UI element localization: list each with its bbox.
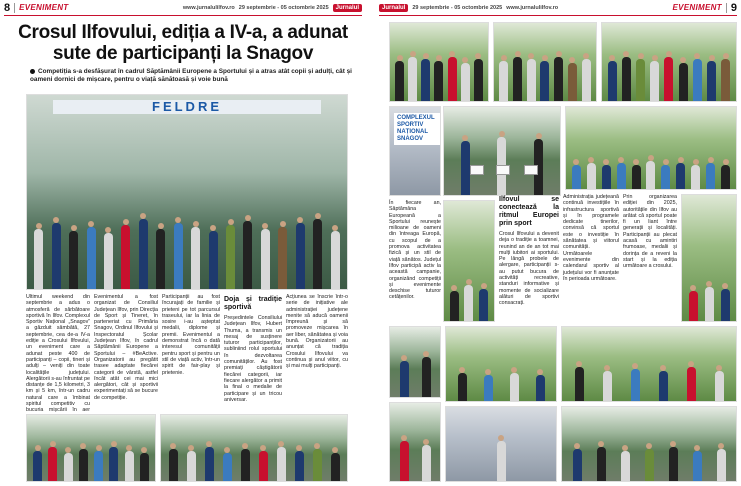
- person-figure: [573, 449, 582, 481]
- person-figure: [621, 451, 630, 481]
- person-figure: [575, 367, 584, 401]
- right-article-column-c: [563, 194, 619, 322]
- person-figure: [721, 165, 730, 189]
- person-figure: [69, 231, 78, 289]
- person-figure: [295, 451, 304, 481]
- person-figure: [691, 165, 700, 189]
- person-figure: [125, 451, 134, 481]
- right-page-header: [379, 0, 737, 16]
- person-figure: [721, 289, 730, 321]
- header-divider: [726, 3, 727, 13]
- person-figure: [536, 375, 545, 401]
- person-figure: [400, 361, 409, 397]
- photo-awards-ceremony: [443, 106, 561, 196]
- person-figure: [631, 369, 640, 401]
- photo-speaker: [445, 406, 557, 482]
- person-figure: [693, 451, 702, 481]
- person-figure: [331, 231, 340, 289]
- person-figure: [261, 229, 270, 289]
- person-figure: [313, 219, 322, 289]
- person-figure: [474, 59, 483, 101]
- person-figure: [461, 141, 470, 195]
- photo-group-1: [389, 22, 489, 102]
- column-a-text: În fiecare an, Săptămâna Europeană a Sportului reunește milioane de oameni din întreaga Europă, cu scopul de a promova activitatea fizică și un stil de viață sănătos. Județul Ilfov participă activ la această campanie, organizând competiții și evenimente deschise tuturor cetățenilor.: [389, 200, 441, 301]
- photo-snagov-sign: [389, 106, 441, 196]
- person-figure: [139, 219, 148, 289]
- person-figure: [527, 59, 536, 101]
- photo-winners-right: [681, 194, 737, 322]
- right-article-column-b: [499, 194, 559, 322]
- person-figure: [597, 447, 606, 481]
- person-figure: [87, 227, 96, 289]
- person-figure: [632, 165, 641, 189]
- person-figure: [191, 227, 200, 289]
- person-figure: [603, 371, 612, 401]
- right-page: [375, 0, 741, 486]
- person-figure: [408, 57, 417, 101]
- person-figure: [661, 165, 670, 189]
- person-figure: [205, 447, 214, 481]
- headline-line-1: Crosul Ilfovului, ediția a IV-a, a adunat: [18, 22, 348, 43]
- person-figure: [243, 221, 252, 289]
- person-figure: [223, 453, 232, 481]
- person-figure: [277, 447, 286, 481]
- person-figure: [659, 371, 668, 401]
- person-figure: [121, 225, 130, 289]
- person-figure: [689, 291, 698, 321]
- person-figure: [461, 63, 470, 101]
- publication-logo: Jurnalul: [333, 4, 362, 12]
- person-figure: [669, 447, 678, 481]
- photo-runners-2: [160, 414, 348, 482]
- site-url[interactable]: www.jurnalulilfov.ro: [506, 4, 559, 11]
- person-figure: [646, 161, 655, 189]
- section-label: EVENIMENT: [672, 3, 722, 12]
- diploma-icon: [496, 165, 510, 175]
- lead-text: Competiția s-a desfășurat în cadrul Săptămânii Europene a Sportului și a atras atât copii și adulți, cât și oameni dornici de mișcare, pentru o viață sănătoasă și voie bună: [30, 68, 352, 83]
- person-figure: [706, 163, 715, 189]
- person-figure: [484, 375, 493, 401]
- person-figure: [259, 451, 268, 481]
- person-figure: [313, 449, 322, 481]
- person-figure: [104, 233, 113, 289]
- person-figure: [400, 441, 409, 481]
- person-figure: [622, 57, 631, 101]
- person-figure: [693, 59, 702, 101]
- person-figure: [572, 165, 581, 189]
- person-figure: [582, 59, 591, 101]
- publication-logo: Jurnalul: [379, 4, 408, 12]
- photo-runner-bottom-2: [389, 402, 441, 482]
- person-figure: [679, 63, 688, 101]
- photo-cyclists: [445, 326, 557, 402]
- person-figure: [422, 445, 431, 481]
- person-figure: [608, 61, 617, 101]
- person-figure: [450, 291, 459, 321]
- article-column-5: [286, 294, 348, 412]
- person-figure: [448, 57, 457, 101]
- person-figure: [169, 449, 178, 481]
- person-figure: [568, 63, 577, 101]
- column-b-text: Crosul Ilfovului a devenit deja o tradiție a toamnei, reunind an de an tot mai mulți iubitori ai sportului. Pe lângă probele de alergare, participanții s-au putut bucura de activități recreative, standuri informative și momente de socializare alături de sportivi consacrați.: [499, 231, 559, 307]
- person-figure: [458, 373, 467, 401]
- left-page: [0, 0, 366, 486]
- person-figure: [140, 453, 149, 481]
- person-figure: [707, 61, 716, 101]
- issue-date: 29 septembrie - 05 octombrie 2025: [238, 4, 329, 11]
- article-lead: [30, 68, 352, 83]
- person-figure: [479, 289, 488, 321]
- person-figure: [636, 59, 645, 101]
- left-page-header: [4, 0, 362, 16]
- diploma-icon: [524, 165, 538, 175]
- issue-date: 29 septembrie - 05 octombrie 2025: [412, 4, 503, 11]
- person-figure: [296, 223, 305, 289]
- photo-group-2: [493, 22, 597, 102]
- person-figure: [645, 449, 654, 481]
- section-label: EVENIMENT: [19, 3, 69, 12]
- page-gutter: [366, 0, 375, 486]
- person-figure: [187, 451, 196, 481]
- person-figure: [617, 163, 626, 189]
- person-figure: [226, 225, 235, 289]
- person-figure: [209, 231, 218, 289]
- right-article-column-a: [389, 200, 441, 322]
- photo-children-group: [565, 106, 737, 190]
- person-figure: [664, 57, 673, 101]
- person-figure: [395, 61, 404, 101]
- column-c-text: Administrația județeană continuă investițiile în infrastructura sportivă și în programele dedicate tinerilor, convinsă că sportul este o investiție în sănătatea și viitorul comunității. Următoarele evenimente din calendarul sportiv al județului vor fi anunțate în perioada următoare.: [563, 194, 619, 282]
- person-figure: [33, 451, 42, 481]
- column-subhead: Doja și tradiție sportivă: [224, 296, 282, 311]
- person-figure: [602, 165, 611, 189]
- article-column-3: [162, 294, 220, 412]
- column-d-text: Prin organizarea ediției din 2025, autoritățile din Ilfov au arătat că sportul poate fi un liant între generații și localități. Participanții au plecat acasă cu amintiri frumoase, medalii și dorința de a reveni la start și la ediția următoare a crosului.: [623, 194, 677, 270]
- bullet-icon: [30, 69, 35, 74]
- person-figure: [510, 373, 519, 401]
- headline-line-2: sute de participanți la Snagov: [52, 43, 314, 64]
- person-figure: [422, 357, 431, 397]
- race-banner: FELDRE: [53, 100, 322, 114]
- article-headline: [6, 22, 360, 64]
- article-column-2: [94, 294, 158, 412]
- person-figure: [554, 57, 563, 101]
- person-figure: [109, 447, 118, 481]
- page-number: 8: [4, 1, 11, 14]
- column-2-text: Evenimentul a fost organizat de Consiliul Județean Ilfov, prin Direcția de Sport și Tineret, în parteneriat cu Primăria Snagov, Ordinul Ilfovului și Inspectoratul Școlar Județean Ilfov, în cadrul Săptămânii Europene a Sportului – #BeActive. Organizatorii au pregătit trasee adaptate fiecărei categorii de vârstă, astfel încât atât cei mai mici alergători, cât și sportivii experimentați să se bucure de competiție.: [94, 294, 158, 401]
- person-figure: [331, 453, 340, 481]
- person-figure: [34, 229, 43, 289]
- person-figure: [717, 449, 726, 481]
- column-1-text: Ultimul weekend din septembrie a adus o atmosferă de sărbătoare sportivă în Ilfov. Complexul Sportiv Național „Snagov” a găzduit sâmbătă, 27 septembrie, cea de-a IV-a ediție a Crosului Ilfovului, un eveniment care a adunat peste 400 de participanți – copii, tineri și adulți – veniți din toate localitățile județului. Alergătorii s-au înfruntat pe distanțe de 1,5 kilometri, 3 km și 5 km, într-un cadru natural care a îmbinat spiritul competitiv cu bucuria mișcării în aer: [26, 294, 90, 414]
- article-column-4: [224, 294, 282, 412]
- person-figure: [79, 449, 88, 481]
- right-subhead: Ilfovul se conectează la ritmul Europei prin sport: [499, 196, 559, 227]
- header-divider: [14, 3, 15, 13]
- person-figure: [434, 61, 443, 101]
- person-figure: [497, 441, 506, 481]
- site-url[interactable]: www.jurnalulilfov.ro: [182, 4, 235, 11]
- photo-group-3: [601, 22, 737, 102]
- person-figure: [241, 449, 250, 481]
- runners-group: [27, 176, 347, 289]
- main-photo-start-line: [26, 94, 348, 290]
- person-figure: [540, 61, 549, 101]
- photo-crowd-bottom: [561, 406, 737, 482]
- article-column-1: [26, 294, 90, 412]
- photo-runner-bottom-1: [389, 326, 441, 398]
- right-article-column-d: [623, 194, 677, 322]
- person-figure: [513, 57, 522, 101]
- column-5-text: Acțiunea se înscrie într-o serie de inițiative ale administrației județene menite să aducă oamenii împreună și să promoveze mișcarea în aer liber, sănătatea și voia bună. Organizatorii au anunțat că tradiția Crosului Ilfovului va continua și anul viitor, cu și mai mulți participanți.: [286, 294, 348, 370]
- photo-medals: [561, 326, 737, 402]
- person-figure: [687, 367, 696, 401]
- person-figure: [464, 285, 473, 321]
- person-figure: [650, 61, 659, 101]
- page-number: 9: [730, 1, 737, 14]
- photo-podium: [443, 200, 495, 322]
- person-figure: [721, 59, 730, 101]
- photo-runners-1: [26, 414, 156, 482]
- person-figure: [587, 163, 596, 189]
- person-figure: [94, 451, 103, 481]
- person-figure: [705, 287, 714, 321]
- column-4-text: Președintele Consiliului Județean Ilfov, Hubert Thuma, a transmis un mesaj de susținere tuturor participanților, subliniind rolul sportului în dezvoltarea comunităților. Au fost premiați câștigătorii fiecărei categorii, iar fiecare alergător a primit la final o medalie de participare și un tricou aniversar.: [224, 315, 282, 403]
- snagov-sign-text: COMPLEXUL SPORTIV NAȚIONAL SNAGOV: [394, 113, 440, 145]
- column-3-text: Participanții au fost încurajați de familie și prieteni pe tot parcursul traseului, iar la linia de sosire i-au așteptat medalii, diplome și premii. Evenimentul a demonstrat încă o dată interesul comunității pentru sport și pentru un stil de viață activ, într-un spirit de fair-play și prietenie.: [162, 294, 220, 376]
- person-figure: [421, 59, 430, 101]
- person-figure: [499, 61, 508, 101]
- person-figure: [676, 163, 685, 189]
- person-figure: [156, 229, 165, 289]
- diploma-icon: [470, 165, 484, 175]
- person-figure: [174, 223, 183, 289]
- person-figure: [715, 371, 724, 401]
- person-figure: [64, 453, 73, 481]
- person-figure: [48, 447, 57, 481]
- person-figure: [278, 227, 287, 289]
- person-figure: [52, 223, 61, 289]
